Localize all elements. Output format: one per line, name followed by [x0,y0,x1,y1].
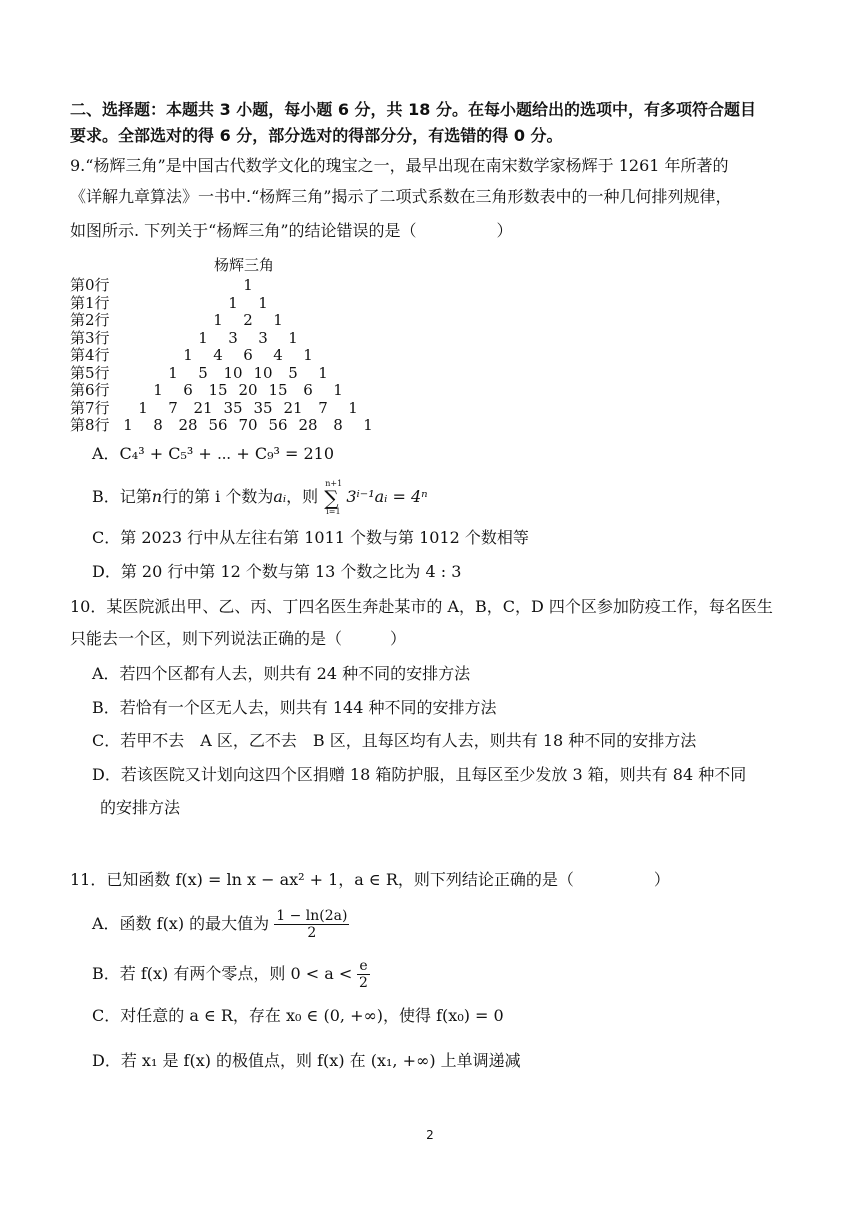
pascal-row-label: 第6行 [70,381,110,399]
pascal-number: 1 [258,293,268,312]
pascal-triangle-title: 杨辉三角 [214,256,275,274]
q9-option-b-ai: aᵢ [273,487,287,506]
pascal-number: 20 [238,381,258,399]
pascal-row [70,416,410,434]
q9-option-d: D．第 20 行中第 12 个数与第 13 个数之比为 4 : 3 [92,562,462,581]
pascal-number: 1 [318,363,328,382]
pascal-number: 1 [333,381,343,399]
pascal-number: 1 [168,363,178,382]
q9-option-c: C．第 2023 行中从左往右第 1011 个数与第 1012 个数相等 [92,528,529,547]
pascal-number: 1 [153,381,163,399]
pascal-number: 35 [253,398,273,417]
pascal-number: 1 [303,346,313,364]
q9-option-b-mid: 行的第 i 个数为 [162,487,274,506]
sigma-lower-limit: i=1 [326,506,341,516]
q11-option-b-numerator: e [359,958,368,974]
q10-stem-line1: 10．某医院派出甲、乙、丙、丁四名医生奔赴某市的 A，B，C，D 四个区参加防疫工作，每名医生 [70,597,773,616]
q11-option-d: D．若 x₁ 是 f(x) 的极值点，则 f(x) 在 (x₁, +∞) 上单调递减 [92,1051,521,1070]
page-number: 2 [426,1128,434,1142]
pascal-number: 1 [363,416,373,434]
pascal-number: 21 [193,398,213,417]
pascal-number: 15 [268,381,288,399]
pascal-number: 1 [123,416,133,434]
pascal-row-label: 第8行 [70,416,110,434]
pascal-number: 28 [178,416,198,434]
pascal-number: 6 [243,346,253,364]
pascal-number: 6 [183,381,193,399]
q9-option-b-then: ，则 [286,487,319,506]
pascal-number: 5 [288,363,298,382]
pascal-number: 70 [238,416,258,434]
pascal-number: 1 [288,328,298,347]
pascal-number: 8 [333,416,343,434]
pascal-number: 28 [298,416,318,434]
section-header-line2: 要求。全部选对的得 6 分，部分选对的得部分分，有选错的得 0 分。 [70,126,563,145]
q11-option-a-numerator: 1 − ln(2a) [276,908,348,924]
q10-option-b: B．若恰有一个区无人去，则共有 144 种不同的安排方法 [92,698,497,717]
q11-option-c: C．对任意的 a ∈ R，存在 x₀ ∈ (0, +∞)，使得 f(x₀) = 0 [92,1006,504,1025]
pascal-number: 6 [303,381,313,399]
q10-option-c: C．若甲不去 A 区，乙不去 B 区，且每区均有人去，则共有 18 种不同的安排方法 [92,731,697,750]
q11-option-b-denominator: 2 [359,975,368,991]
q9-stem-line3: 如图所示. 下列关于“杨辉三角”的结论错误的是（ ） [70,221,513,240]
q9-stem-line2: 《详解九章算法》一书中.“杨辉三角”揭示了二项式系数在三角形数表中的一种几何排列规律， [70,187,732,206]
pascal-row-label: 第3行 [70,328,110,347]
pascal-number: 4 [273,346,283,364]
q9-option-b-expr: 3ⁱ⁻¹aᵢ = 4ⁿ [346,487,428,506]
q11-option-a-denominator: 2 [307,925,317,941]
pascal-row [70,364,410,382]
pascal-row [70,329,410,347]
pascal-number: 3 [228,328,238,347]
q10-option-d-line2: 的安排方法 [100,798,181,817]
sigma-symbol: n+1 ∑ i=1 [324,478,343,516]
pascal-number: 1 [348,398,358,417]
q9-option-b-prefix: B．记第 [92,487,152,506]
q9-stem-line1: 9.“杨辉三角”是中国古代数学文化的瑰宝之一，最早出现在南宋数学家杨辉于 1261 年所著的 [70,156,729,175]
pascal-number: 1 [183,346,193,364]
pascal-row [70,294,410,312]
pascal-number: 1 [138,398,148,417]
q11-option-a-fraction [274,908,349,941]
pascal-row [70,276,410,294]
q11-option-b-fraction [357,958,369,991]
q9-option-a: A．C₄³ + C₅³ + ⋯ + C₉³ = 210 [92,444,335,463]
q9-option-b-n: n [151,487,163,506]
pascal-number: 56 [208,416,228,434]
pascal-number: 35 [223,398,243,417]
pascal-number: 1 [198,328,208,347]
pascal-number: 2 [243,311,253,329]
section-header-line1: 二、选择题：本题共 3 小题，每小题 6 分，共 18 分。在每小题给出的选项中，有多项符合题目 [70,100,756,119]
pascal-number: 10 [253,363,273,382]
pascal-number: 7 [168,398,178,417]
sigma-upper-limit: n+1 [325,478,343,488]
pascal-row-label: 第1行 [70,293,110,312]
pascal-row [70,399,410,417]
pascal-number: 1 [243,276,253,294]
pascal-number: 10 [223,363,243,382]
pascal-row-label: 第7行 [70,398,110,417]
pascal-row-label: 第2行 [70,311,110,329]
pascal-number: 8 [153,416,163,434]
pascal-number: 5 [198,363,208,382]
q11-stem: 11．已知函数 f(x) = ln x − ax² + 1，a ∈ R，则下列结论正确的是（ ） [70,870,670,889]
pascal-row-label: 第0行 [70,276,110,294]
pascal-number: 1 [213,311,223,329]
q11-option-a-prefix: A．函数 f(x) 的最大值为 [92,914,270,933]
pascal-row-label: 第5行 [70,363,110,382]
q11-option-a [92,904,349,944]
pascal-number: 7 [318,398,328,417]
pascal-number: 56 [268,416,288,434]
q11-option-b [92,954,370,994]
pascal-number: 1 [228,293,238,312]
pascal-number: 15 [208,381,228,399]
pascal-row [70,311,410,329]
q11-option-b-prefix: B．若 f(x) 有两个零点，则 0 < a < [92,964,353,983]
pascal-row [70,381,410,399]
pascal-number: 1 [273,311,283,329]
pascal-row [70,346,410,364]
q10-option-a: A．若四个区都有人去，则共有 24 种不同的安排方法 [92,664,471,683]
q10-stem-line2: 只能去一个区，则下列说法正确的是（ ） [70,629,407,648]
q9-option-b [92,480,428,515]
pascal-number: 21 [283,398,303,417]
q10-option-d-line1: D．若该医院又计划向这四个区捐赠 18 箱防护服，且每区至少发放 3 箱，则共有 84 种不同 [92,765,747,784]
pascal-row-label: 第4行 [70,346,110,364]
pascal-number: 3 [258,328,268,347]
pascal-number: 4 [213,346,223,364]
